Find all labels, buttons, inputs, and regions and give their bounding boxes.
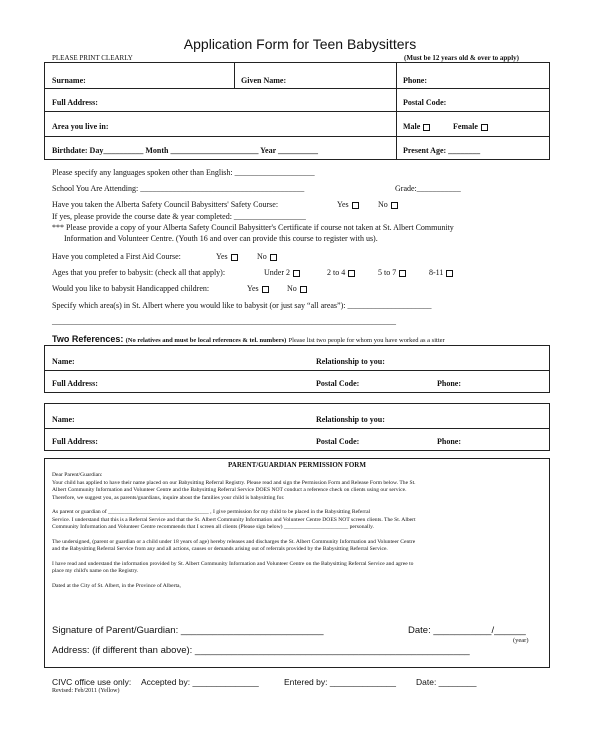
alt-address-field[interactable]: Address: (if different than above): ____________________________________________________ <box>52 645 470 656</box>
age-8-to-11-label: 8-11 <box>429 268 444 277</box>
area-field[interactable]: Area you live in: <box>52 122 109 131</box>
reference-1-box <box>44 345 550 393</box>
yes-label: Yes <box>247 284 259 293</box>
areas-question[interactable]: Specify which area(s) in St. Albert where you would like to babysit (or just say “all areas”): _____________________ <box>52 301 432 310</box>
no-checkbox[interactable] <box>300 286 307 293</box>
entered-by-field[interactable]: Entered by: ______________ <box>284 677 397 687</box>
age-5-to-7[interactable] <box>378 268 406 277</box>
page-title: Application Form for Teen Babysitters <box>183 36 417 52</box>
permission-heading: PARENT/GUARDIAN PERMISSION FORM <box>228 461 366 469</box>
handicapped-yes[interactable] <box>247 284 269 293</box>
female-checkbox[interactable] <box>481 124 488 131</box>
areas-line[interactable]: ______________________________________________________________________________________ <box>52 317 396 326</box>
office-date-field[interactable]: Date: ________ <box>416 677 477 687</box>
no-label: No <box>287 284 297 293</box>
age-2-to-4-label: 2 to 4 <box>327 268 346 277</box>
age-requirement-note: (Must be 12 years old & over to apply) <box>404 54 519 62</box>
revised-note: Revised: Feb/2011 (Yellow) <box>52 688 120 694</box>
ref2-relationship-field[interactable]: Relationship to you: <box>316 415 385 424</box>
ref2-phone-field[interactable]: Phone: <box>437 437 461 446</box>
age-5-to-7-checkbox[interactable] <box>399 270 406 277</box>
ref1-address-field[interactable]: Full Address: <box>52 379 98 388</box>
school-question[interactable]: School You Are Attending: _________________________________________ <box>52 184 305 193</box>
ref1-phone-field[interactable]: Phone: <box>437 379 461 388</box>
please-print-label: PLEASE PRINT CLEARLY <box>52 54 133 62</box>
no-checkbox[interactable] <box>391 202 398 209</box>
age-under-2[interactable] <box>264 268 300 277</box>
female-option[interactable] <box>453 122 488 131</box>
yes-label: Yes <box>216 252 228 261</box>
p1-line-2: Albert Community Information and Volunteer Centre and the Babysitting Referral Service DOES NOT conduct a reference check on clients using our service. <box>52 487 407 493</box>
p3-line-1: The undersigned, (parent or guardian or a child under 18 years of age) hereby releases and discharges the St. Albert Community Information and Volunteer Centre <box>52 538 416 545</box>
first-aid-question: Have you completed a First Aid Course: <box>52 252 181 261</box>
phone-field[interactable]: Phone: <box>403 76 427 85</box>
grade-field[interactable]: Grade:___________ <box>395 184 461 193</box>
yes-checkbox[interactable] <box>352 202 359 209</box>
male-checkbox[interactable] <box>423 124 430 131</box>
copy-note-line-2: Information and Volunteer Centre. (Youth 16 and over can provide this course to register with us). <box>64 234 378 243</box>
given-name-field[interactable]: Given Name: <box>241 76 287 85</box>
safety-course-question: Have you taken the Alberta Safety Council Babysitters' Safety Course: <box>52 200 279 209</box>
p4-line-2: place my child's name on the Registry. <box>52 568 139 574</box>
p2-line-1[interactable]: As parent or guardian of ____________________________________ , I give permission for my child to be placed in the Babysitting Referral <box>52 509 371 515</box>
birthdate-field[interactable]: Birthdate: Day__________ Month ______________________ Year __________ <box>52 146 318 155</box>
handicapped-question: Would you like to babysit Handicapped children: <box>52 284 210 293</box>
reference-2-box <box>44 403 550 451</box>
safety-course-no[interactable] <box>378 200 398 209</box>
present-age-field[interactable]: Present Age: ________ <box>403 146 481 155</box>
course-date-question[interactable]: If yes, please provide the course date & year completed: __________________ <box>52 212 306 221</box>
year-label: (year) <box>513 637 529 644</box>
first-aid-yes[interactable] <box>216 252 238 261</box>
no-checkbox[interactable] <box>270 254 277 261</box>
date-field[interactable]: Date: ___________/______ <box>408 625 526 636</box>
ref2-name-field[interactable]: Name: <box>52 415 75 424</box>
age-8-to-11-checkbox[interactable] <box>446 270 453 277</box>
ref2-address-field[interactable]: Full Address: <box>52 437 98 446</box>
copy-note-line-1: *** Please provide a copy of your Alberta Safety Council Babysitter's Certificate if course not taken at St. Albert Community <box>52 223 454 232</box>
age-under-2-checkbox[interactable] <box>293 270 300 277</box>
yes-label: Yes <box>337 200 349 209</box>
ages-question: Ages that you prefer to babysit: (check all that apply): <box>52 268 226 277</box>
civc-office-label: CIVC office use only: <box>52 677 132 687</box>
yes-checkbox[interactable] <box>262 286 269 293</box>
male-option[interactable] <box>403 122 430 131</box>
age-5-to-7-label: 5 to 7 <box>378 268 397 277</box>
p4-line-1: I have read and understand the information provided by St. Albert Community Information and Volunteer Centre on the Babysitting Referral Service and agree to <box>52 560 414 567</box>
no-label: No <box>378 200 388 209</box>
references-heading: Two References: <box>52 334 124 344</box>
references-note: (No relatives and must be local references & tel. numbers) <box>125 337 287 344</box>
permission-body <box>52 472 544 590</box>
dated-line: Dated at the City of St. Albert, in the Province of Alberta, <box>52 582 181 589</box>
p2-line-2: Service. I understand that this is a Referral Service and that the St. Albert Community Information and Volunteer Centre DOES NOT screen clients. The St. Albert <box>52 516 416 523</box>
surname-field[interactable]: Surname: <box>52 76 86 85</box>
no-label: No <box>257 252 267 261</box>
ref1-postal-field[interactable]: Postal Code: <box>316 379 360 388</box>
first-aid-no[interactable] <box>257 252 277 261</box>
age-2-to-4[interactable] <box>327 268 355 277</box>
languages-question[interactable]: Please specify any languages spoken other than English: ____________________ <box>52 168 315 177</box>
age-2-to-4-checkbox[interactable] <box>348 270 355 277</box>
age-under-2-label: Under 2 <box>264 268 290 277</box>
p1-line-1: Your child has applied to have their name placed on our Babysitting Referral Registry. Please read and sign the Permission Form and Release Form below. The St. <box>52 479 416 486</box>
signature-field[interactable]: Signature of Parent/Guardian: ___________________________ <box>52 625 324 636</box>
ref2-postal-field[interactable]: Postal Code: <box>316 437 360 446</box>
references-note-2: Please list two people for whom you have worked as a sitter <box>288 337 445 344</box>
full-address-field[interactable]: Full Address: <box>52 98 98 107</box>
dear-line: Dear Parent/Guardian: <box>52 472 103 478</box>
safety-course-yes[interactable] <box>337 200 359 209</box>
p2-line-3[interactable]: Community Information and Volunteer Centre recommends that I screen all clients (Please sign below) _______________________ personally. <box>52 524 374 530</box>
yes-checkbox[interactable] <box>231 254 238 261</box>
female-label: Female <box>453 122 478 131</box>
references-heading-row <box>52 334 445 344</box>
male-label: Male <box>403 122 421 131</box>
ref1-name-field[interactable]: Name: <box>52 357 75 366</box>
postal-code-field[interactable]: Postal Code: <box>403 98 447 107</box>
p1-line-3: Therefore, we suggest you, as parents/guardians, inquire about the families your child is babysitting for. <box>52 494 285 501</box>
p3-line-2: and the Babysitting Referral Service from any and all actions, causes or demands arising out of referrals provided by the Babysitting Referral Service. <box>52 546 388 552</box>
ref1-relationship-field[interactable]: Relationship to you: <box>316 357 385 366</box>
handicapped-no[interactable] <box>287 284 307 293</box>
accepted-by-field[interactable]: Accepted by: ______________ <box>141 677 259 687</box>
age-8-to-11[interactable] <box>429 268 453 277</box>
